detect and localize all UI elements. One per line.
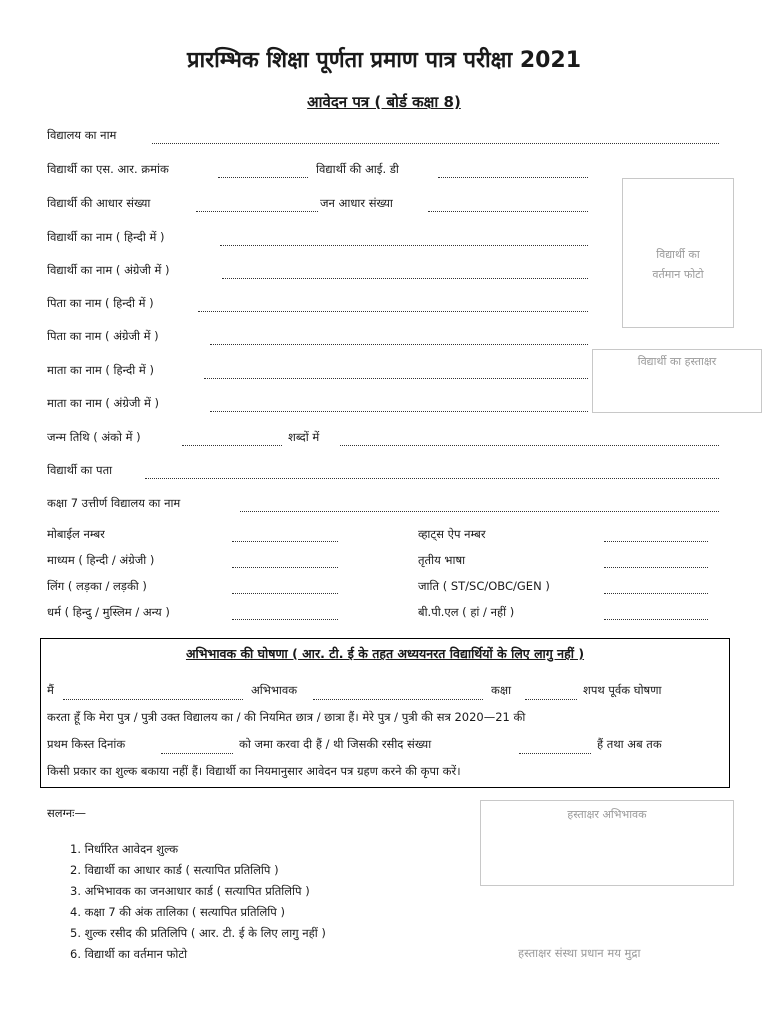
declaration-date-field[interactable] xyxy=(161,753,233,754)
declaration-line1-b: अभिभावक xyxy=(251,683,298,697)
attachment-item: 2. विद्यार्थी का आधार कार्ड ( सत्यापित प्रतिलिपि ) xyxy=(70,863,279,877)
whatsapp-label: व्हाट्स ऐप नम्बर xyxy=(418,527,486,541)
father-hindi-field[interactable] xyxy=(198,311,588,312)
bpl-label: बी.पी.एल ( हां / नहीं ) xyxy=(418,605,515,619)
gender-label: लिंग ( लड़का / लड़की ) xyxy=(47,579,147,593)
name-english-field[interactable] xyxy=(222,278,588,279)
mobile-label: मोबाईल नम्बर xyxy=(47,527,105,541)
declaration-line3-c: हैं तथा अब तक xyxy=(597,737,662,751)
attachment-item: 4. कक्षा 7 की अंक तालिका ( सत्यापित प्रतिलिपि ) xyxy=(70,905,285,919)
attachments-heading: सलग्नः— xyxy=(47,806,87,820)
gender-field[interactable] xyxy=(232,593,338,594)
jan-aadhaar-field[interactable] xyxy=(428,211,588,212)
jan-aadhaar-label: जन आधार संख्या xyxy=(320,196,393,210)
father-english-label: पिता का नाम ( अंग्रेजी में ) xyxy=(47,329,159,343)
prev-school-field[interactable] xyxy=(240,511,719,512)
parent-signature-box[interactable] xyxy=(480,800,734,886)
caste-field[interactable] xyxy=(604,593,708,594)
attachment-item: 3. अभिभावक का जनआधार कार्ड ( सत्यापित प्रतिलिपि ) xyxy=(70,884,310,898)
aadhaar-label: विद्यार्थी की आधार संख्या xyxy=(47,196,151,210)
mother-hindi-label: माता का नाम ( हिन्दी में ) xyxy=(47,363,154,377)
third-language-label: तृतीय भाषा xyxy=(418,553,466,567)
third-language-field[interactable] xyxy=(604,567,708,568)
medium-label: माध्यम ( हिन्दी / अंग्रेजी ) xyxy=(47,553,155,567)
address-field[interactable] xyxy=(145,478,719,479)
address-label: विद्यार्थी का पता xyxy=(47,463,113,477)
school-name-field[interactable] xyxy=(152,143,719,144)
attachment-item: 6. विद्यार्थी का वर्तमान फोटो xyxy=(70,947,188,961)
bpl-field[interactable] xyxy=(604,619,708,620)
attachment-item: 1. निर्धारित आवेदन शुल्क xyxy=(70,842,179,856)
prev-school-label: कक्षा 7 उत्तीर्ण विद्यालय का नाम xyxy=(47,496,181,510)
guardian-declaration-box xyxy=(40,638,730,788)
name-hindi-label: विद्यार्थी का नाम ( हिन्दी में ) xyxy=(47,230,165,244)
form-subtitle: आवेदन पत्र ( बोर्ड कक्षा 8) xyxy=(307,93,461,111)
photo-box-line2: वर्तमान फोटो xyxy=(652,268,704,281)
student-signature-box[interactable] xyxy=(592,349,762,413)
declaration-line4: किसी प्रकार का शुल्क बकाया नहीं हैं। विद्यार्थी का नियमानुसार आवेदन पत्र ग्रहण करने की कृपा करें। xyxy=(47,764,461,778)
attachment-item: 5. शुल्क रसीद की प्रतिलिपि ( आर. टी. ई के लिए लागु नहीं ) xyxy=(70,926,326,940)
medium-field[interactable] xyxy=(232,567,338,568)
caste-label: जाति ( ST/SC/OBC/GEN ) xyxy=(418,579,550,593)
student-id-label: विद्यार्थी की आई. डी xyxy=(316,162,399,176)
declaration-receipt-field[interactable] xyxy=(519,753,591,754)
declaration-line1-d: शपथ पूर्वक घोषणा xyxy=(583,683,662,697)
dob-words-field[interactable] xyxy=(340,445,719,446)
photo-box-line1: विद्यार्थी का xyxy=(656,248,700,261)
declaration-guardian-field[interactable] xyxy=(313,699,483,700)
declaration-line1-a: मैं xyxy=(47,683,54,697)
name-english-label: विद्यार्थी का नाम ( अंग्रेजी में ) xyxy=(47,263,170,277)
dob-words-label: शब्दों में xyxy=(288,430,320,444)
sr-number-field[interactable] xyxy=(218,177,308,178)
parent-signature-label: हस्ताक्षर अभिभावक xyxy=(567,808,647,821)
declaration-name-field[interactable] xyxy=(63,699,243,700)
school-name-label: विद्यालय का नाम xyxy=(47,128,117,142)
student-signature-label: विद्यार्थी का हस्ताक्षर xyxy=(637,355,717,368)
declaration-title: अभिभावक की घोषणा ( आर. टी. ई के तहत अध्ययनरत विद्यार्थियों के लिए लागु नहीं ) xyxy=(185,646,585,661)
father-hindi-label: पिता का नाम ( हिन्दी में ) xyxy=(47,296,154,310)
principal-signature-label: हस्ताक्षर संस्था प्रधान मय मुद्रा xyxy=(518,946,641,960)
religion-field[interactable] xyxy=(232,619,338,620)
mother-hindi-field[interactable] xyxy=(204,378,588,379)
form-title: प्रारम्भिक शिक्षा पूर्णता प्रमाण पात्र परीक्षा 2021 xyxy=(186,48,582,73)
dob-digits-label: जन्म तिथि ( अंको में ) xyxy=(47,430,141,444)
mobile-field[interactable] xyxy=(232,541,338,542)
whatsapp-field[interactable] xyxy=(604,541,708,542)
sr-number-label: विद्यार्थी का एस. आर. क्रमांक xyxy=(47,162,169,176)
declaration-line2: करता हूँ कि मेरा पुत्र / पुत्री उक्त विद्यालय का / की नियमित छात्र / छात्रा हैं। मेरे पुत्र / पुत्री की सत्र 2020—21 की xyxy=(47,710,526,724)
student-id-field[interactable] xyxy=(438,177,588,178)
mother-english-label: माता का नाम ( अंग्रेजी में ) xyxy=(47,396,160,410)
religion-label: धर्म ( हिन्दु / मुस्लिम / अन्य ) xyxy=(47,605,170,619)
dob-digits-field[interactable] xyxy=(182,445,282,446)
father-english-field[interactable] xyxy=(210,344,588,345)
declaration-line1-c: कक्षा xyxy=(491,683,512,697)
aadhaar-field[interactable] xyxy=(196,211,318,212)
student-photo-box[interactable] xyxy=(622,178,734,328)
declaration-class-field[interactable] xyxy=(525,699,577,700)
declaration-line3-b: को जमा करवा दी हैं / थी जिसकी रसीद संख्या xyxy=(239,737,432,751)
mother-english-field[interactable] xyxy=(210,411,588,412)
declaration-line3-a: प्रथम किस्त दिनांक xyxy=(47,737,126,751)
name-hindi-field[interactable] xyxy=(220,245,588,246)
